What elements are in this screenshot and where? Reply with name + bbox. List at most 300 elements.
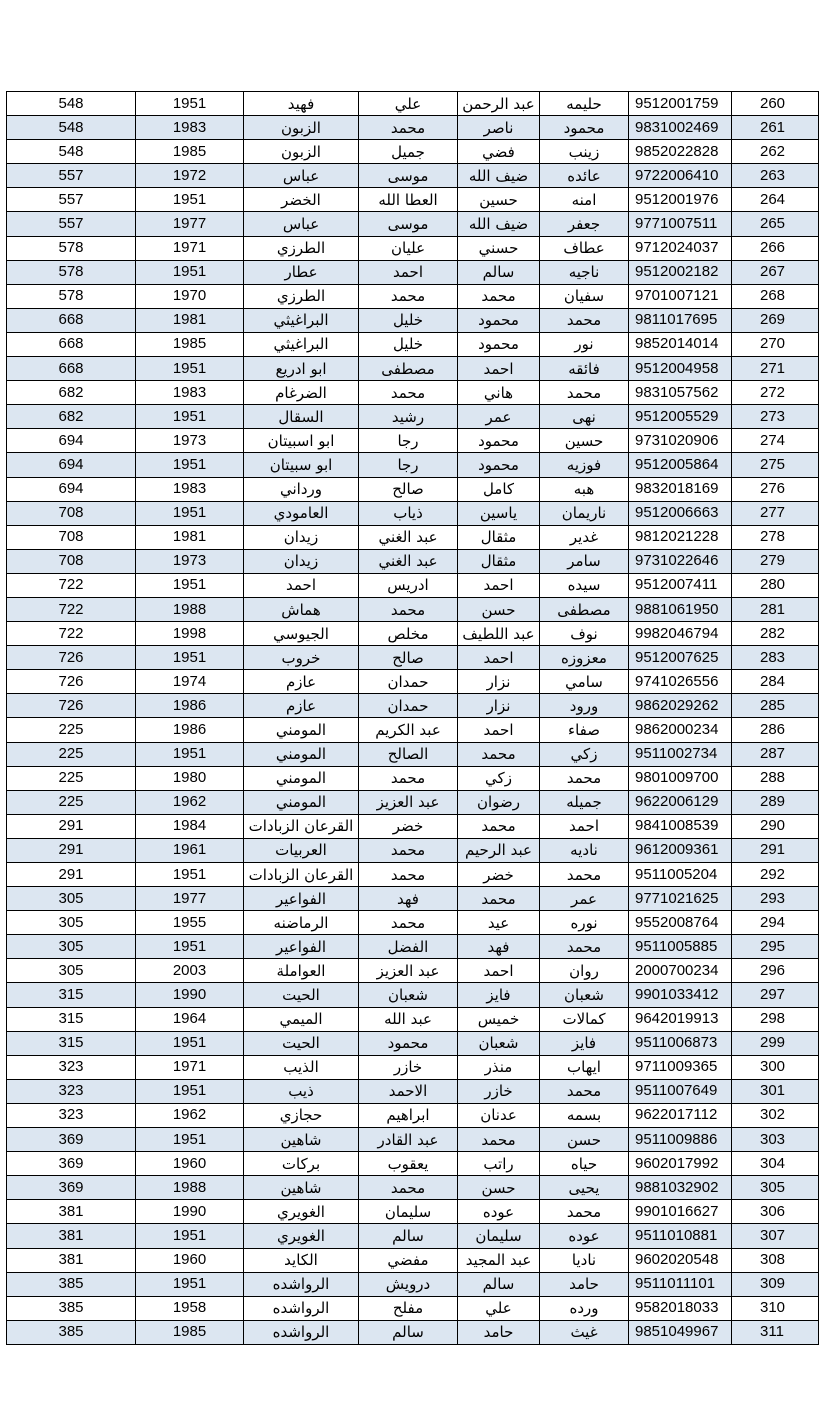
cell-grandfather-name: يعقوب <box>359 1152 458 1176</box>
cell-first-name: محمد <box>540 766 629 790</box>
cell-national-id: 9511011101 <box>629 1272 732 1296</box>
cell-code: 225 <box>7 790 136 814</box>
cell-father-name: سالم <box>458 1272 540 1296</box>
cell-code: 668 <box>7 332 136 356</box>
cell-first-name: محمود <box>540 116 629 140</box>
cell-father-name: مثقال <box>458 549 540 573</box>
cell-father-name: خميس <box>458 1007 540 1031</box>
cell-first-name: فائقه <box>540 357 629 381</box>
table-row <box>7 911 819 935</box>
cell-family-name: العربيات <box>244 838 359 862</box>
cell-code: 726 <box>7 646 136 670</box>
cell-national-id: 9862029262 <box>629 694 732 718</box>
cell-national-id: 9901033412 <box>629 983 732 1007</box>
cell-family-name: عازم <box>244 694 359 718</box>
cell-first-name: محمد <box>540 935 629 959</box>
cell-first-name: محمد <box>540 1079 629 1103</box>
cell-birth-year: 1974 <box>136 670 244 694</box>
table-row <box>7 983 819 1007</box>
cell-first-name: حسين <box>540 429 629 453</box>
cell-grandfather-name: الصالح <box>359 742 458 766</box>
cell-father-name: نزار <box>458 670 540 694</box>
cell-grandfather-name: رشيد <box>359 405 458 429</box>
cell-code: 369 <box>7 1152 136 1176</box>
table-row <box>7 1296 819 1320</box>
cell-birth-year: 1971 <box>136 236 244 260</box>
cell-row-number: 260 <box>732 92 819 116</box>
cell-grandfather-name: خليل <box>359 332 458 356</box>
cell-father-name: عبد الرحمن <box>458 92 540 116</box>
cell-row-number: 278 <box>732 525 819 549</box>
cell-birth-year: 1990 <box>136 983 244 1007</box>
cell-birth-year: 1977 <box>136 887 244 911</box>
cell-first-name: معزوزه <box>540 646 629 670</box>
table-row <box>7 501 819 525</box>
cell-birth-year: 1981 <box>136 525 244 549</box>
table-row <box>7 887 819 911</box>
cell-national-id: 9722006410 <box>629 164 732 188</box>
table-row <box>7 308 819 332</box>
cell-first-name: غدير <box>540 525 629 549</box>
cell-grandfather-name: العطا الله <box>359 188 458 212</box>
cell-birth-year: 1951 <box>136 1224 244 1248</box>
records-table <box>6 91 819 1345</box>
cell-grandfather-name: مفلح <box>359 1296 458 1320</box>
table-row <box>7 838 819 862</box>
cell-row-number: 302 <box>732 1103 819 1127</box>
cell-family-name: القرعان الزبادات <box>244 863 359 887</box>
cell-row-number: 279 <box>732 549 819 573</box>
cell-code: 315 <box>7 1007 136 1031</box>
cell-row-number: 265 <box>732 212 819 236</box>
cell-father-name: محمود <box>458 308 540 332</box>
cell-code: 548 <box>7 140 136 164</box>
cell-row-number: 289 <box>732 790 819 814</box>
cell-national-id: 9602020548 <box>629 1248 732 1272</box>
table-row <box>7 140 819 164</box>
cell-code: 323 <box>7 1103 136 1127</box>
cell-first-name: محمد <box>540 1200 629 1224</box>
cell-father-name: عدنان <box>458 1103 540 1127</box>
table-row <box>7 935 819 959</box>
cell-birth-year: 1951 <box>136 742 244 766</box>
cell-national-id: 9901016627 <box>629 1200 732 1224</box>
cell-first-name: بسمه <box>540 1103 629 1127</box>
cell-family-name: العامودي <box>244 501 359 525</box>
cell-birth-year: 1972 <box>136 164 244 188</box>
cell-father-name: محمد <box>458 284 540 308</box>
table-row <box>7 1248 819 1272</box>
cell-first-name: ورده <box>540 1296 629 1320</box>
cell-father-name: عوده <box>458 1200 540 1224</box>
cell-national-id: 9771007511 <box>629 212 732 236</box>
cell-grandfather-name: محمد <box>359 597 458 621</box>
cell-father-name: محمد <box>458 814 540 838</box>
cell-national-id: 9512004958 <box>629 357 732 381</box>
cell-grandfather-name: محمود <box>359 1031 458 1055</box>
cell-row-number: 303 <box>732 1128 819 1152</box>
cell-birth-year: 1951 <box>136 357 244 381</box>
cell-grandfather-name: محمد <box>359 838 458 862</box>
cell-row-number: 297 <box>732 983 819 1007</box>
table-row <box>7 549 819 573</box>
cell-first-name: شعبان <box>540 983 629 1007</box>
cell-national-id: 9512006663 <box>629 501 732 525</box>
cell-national-id: 9862000234 <box>629 718 732 742</box>
cell-family-name: الطرزي <box>244 284 359 308</box>
cell-father-name: محمود <box>458 332 540 356</box>
cell-national-id: 9512002182 <box>629 260 732 284</box>
cell-father-name: سليمان <box>458 1224 540 1248</box>
cell-grandfather-name: محمد <box>359 911 458 935</box>
cell-birth-year: 1960 <box>136 1152 244 1176</box>
cell-grandfather-name: موسى <box>359 212 458 236</box>
table-row <box>7 790 819 814</box>
cell-code: 548 <box>7 116 136 140</box>
cell-first-name: حسن <box>540 1128 629 1152</box>
cell-row-number: 301 <box>732 1079 819 1103</box>
cell-national-id: 9832018169 <box>629 477 732 501</box>
cell-grandfather-name: سالم <box>359 1320 458 1344</box>
cell-national-id: 9512001976 <box>629 188 732 212</box>
cell-national-id: 9511010881 <box>629 1224 732 1248</box>
cell-birth-year: 1951 <box>136 405 244 429</box>
cell-grandfather-name: علي <box>359 92 458 116</box>
cell-family-name: الحيت <box>244 1031 359 1055</box>
table-row <box>7 959 819 983</box>
cell-row-number: 286 <box>732 718 819 742</box>
table-row <box>7 116 819 140</box>
cell-first-name: كمالات <box>540 1007 629 1031</box>
cell-national-id: 9711009365 <box>629 1055 732 1079</box>
cell-national-id: 9512005864 <box>629 453 732 477</box>
cell-first-name: هبه <box>540 477 629 501</box>
cell-birth-year: 1951 <box>136 260 244 284</box>
cell-first-name: غيث <box>540 1320 629 1344</box>
cell-father-name: راتب <box>458 1152 540 1176</box>
table-row <box>7 188 819 212</box>
cell-first-name: روان <box>540 959 629 983</box>
cell-family-name: الحيت <box>244 983 359 1007</box>
cell-first-name: حياه <box>540 1152 629 1176</box>
cell-national-id: 2000700234 <box>629 959 732 983</box>
cell-national-id: 9831057562 <box>629 381 732 405</box>
cell-grandfather-name: عبد العزيز <box>359 790 458 814</box>
cell-birth-year: 1951 <box>136 573 244 597</box>
table-row <box>7 1031 819 1055</box>
cell-family-name: ذيب <box>244 1079 359 1103</box>
cell-family-name: السقال <box>244 405 359 429</box>
cell-row-number: 284 <box>732 670 819 694</box>
table-row <box>7 597 819 621</box>
cell-birth-year: 1986 <box>136 694 244 718</box>
table-row <box>7 212 819 236</box>
cell-family-name: الزبون <box>244 140 359 164</box>
table-row <box>7 694 819 718</box>
cell-family-name: عباس <box>244 164 359 188</box>
cell-family-name: المومني <box>244 766 359 790</box>
cell-code: 578 <box>7 284 136 308</box>
cell-father-name: رضوان <box>458 790 540 814</box>
cell-birth-year: 1951 <box>136 188 244 212</box>
table-row <box>7 1103 819 1127</box>
cell-first-name: سامي <box>540 670 629 694</box>
cell-code: 305 <box>7 887 136 911</box>
cell-row-number: 268 <box>732 284 819 308</box>
cell-family-name: البراغيثي <box>244 332 359 356</box>
cell-birth-year: 1986 <box>136 718 244 742</box>
table-row <box>7 814 819 838</box>
cell-code: 694 <box>7 429 136 453</box>
cell-birth-year: 1951 <box>136 863 244 887</box>
cell-family-name: حجازي <box>244 1103 359 1127</box>
table-row <box>7 646 819 670</box>
cell-first-name: ناريمان <box>540 501 629 525</box>
cell-national-id: 9731020906 <box>629 429 732 453</box>
cell-father-name: خضر <box>458 863 540 887</box>
cell-national-id: 9622006129 <box>629 790 732 814</box>
cell-code: 668 <box>7 308 136 332</box>
table-row <box>7 718 819 742</box>
cell-father-name: محمد <box>458 887 540 911</box>
cell-birth-year: 1962 <box>136 1103 244 1127</box>
cell-family-name: الرواشده <box>244 1320 359 1344</box>
table-row <box>7 1200 819 1224</box>
cell-family-name: ابو ادريع <box>244 357 359 381</box>
table-row <box>7 477 819 501</box>
cell-code: 291 <box>7 814 136 838</box>
cell-family-name: شاهين <box>244 1176 359 1200</box>
table-row <box>7 1128 819 1152</box>
cell-code: 726 <box>7 670 136 694</box>
cell-birth-year: 1951 <box>136 1031 244 1055</box>
cell-national-id: 9982046794 <box>629 622 732 646</box>
table-row <box>7 429 819 453</box>
cell-birth-year: 1977 <box>136 212 244 236</box>
cell-first-name: ناجيه <box>540 260 629 284</box>
cell-birth-year: 1961 <box>136 838 244 862</box>
cell-grandfather-name: عليان <box>359 236 458 260</box>
cell-grandfather-name: محمد <box>359 1176 458 1200</box>
cell-first-name: فايز <box>540 1031 629 1055</box>
cell-family-name: شاهين <box>244 1128 359 1152</box>
cell-first-name: احمد <box>540 814 629 838</box>
cell-family-name: المومني <box>244 790 359 814</box>
cell-family-name: الرواشده <box>244 1296 359 1320</box>
cell-row-number: 285 <box>732 694 819 718</box>
cell-national-id: 9552008764 <box>629 911 732 935</box>
cell-family-name: ابو سبيتان <box>244 453 359 477</box>
cell-row-number: 274 <box>732 429 819 453</box>
cell-code: 548 <box>7 92 136 116</box>
table-row <box>7 766 819 790</box>
table-row <box>7 622 819 646</box>
cell-row-number: 291 <box>732 838 819 862</box>
cell-row-number: 270 <box>732 332 819 356</box>
cell-grandfather-name: الاحمد <box>359 1079 458 1103</box>
cell-birth-year: 1951 <box>136 646 244 670</box>
cell-grandfather-name: مفضي <box>359 1248 458 1272</box>
cell-father-name: احمد <box>458 718 540 742</box>
cell-family-name: الذيب <box>244 1055 359 1079</box>
cell-grandfather-name: محمد <box>359 863 458 887</box>
cell-code: 385 <box>7 1272 136 1296</box>
cell-national-id: 9812021228 <box>629 525 732 549</box>
cell-first-name: جميله <box>540 790 629 814</box>
cell-birth-year: 1958 <box>136 1296 244 1320</box>
cell-family-name: الضرغام <box>244 381 359 405</box>
cell-code: 291 <box>7 863 136 887</box>
cell-family-name: الغويري <box>244 1224 359 1248</box>
cell-father-name: عبد الرحيم <box>458 838 540 862</box>
cell-grandfather-name: خازر <box>359 1055 458 1079</box>
cell-row-number: 296 <box>732 959 819 983</box>
cell-first-name: فوزيه <box>540 453 629 477</box>
cell-first-name: زينب <box>540 140 629 164</box>
cell-family-name: عباس <box>244 212 359 236</box>
cell-family-name: العواملة <box>244 959 359 983</box>
cell-father-name: هاني <box>458 381 540 405</box>
cell-birth-year: 1983 <box>136 381 244 405</box>
cell-father-name: خازر <box>458 1079 540 1103</box>
cell-code: 557 <box>7 212 136 236</box>
cell-code: 694 <box>7 453 136 477</box>
cell-first-name: حامد <box>540 1272 629 1296</box>
cell-national-id: 9881032902 <box>629 1176 732 1200</box>
cell-family-name: الخضر <box>244 188 359 212</box>
table-row <box>7 236 819 260</box>
cell-row-number: 295 <box>732 935 819 959</box>
cell-code: 682 <box>7 405 136 429</box>
table-row <box>7 573 819 597</box>
cell-birth-year: 1973 <box>136 549 244 573</box>
cell-national-id: 9511005885 <box>629 935 732 959</box>
cell-father-name: محمود <box>458 429 540 453</box>
cell-row-number: 273 <box>732 405 819 429</box>
cell-national-id: 9512007625 <box>629 646 732 670</box>
cell-grandfather-name: الفضل <box>359 935 458 959</box>
cell-row-number: 266 <box>732 236 819 260</box>
cell-national-id: 9612009361 <box>629 838 732 862</box>
cell-national-id: 9731022646 <box>629 549 732 573</box>
cell-row-number: 299 <box>732 1031 819 1055</box>
cell-family-name: البراغيثي <box>244 308 359 332</box>
cell-national-id: 9771021625 <box>629 887 732 911</box>
cell-first-name: عطاف <box>540 236 629 260</box>
cell-father-name: حسن <box>458 597 540 621</box>
cell-birth-year: 1985 <box>136 1320 244 1344</box>
cell-grandfather-name: عبد الله <box>359 1007 458 1031</box>
cell-grandfather-name: حمدان <box>359 694 458 718</box>
cell-grandfather-name: محمد <box>359 381 458 405</box>
cell-father-name: احمد <box>458 959 540 983</box>
cell-birth-year: 2003 <box>136 959 244 983</box>
cell-father-name: محمود <box>458 453 540 477</box>
cell-row-number: 264 <box>732 188 819 212</box>
cell-grandfather-name: مخلص <box>359 622 458 646</box>
cell-row-number: 300 <box>732 1055 819 1079</box>
cell-grandfather-name: درويش <box>359 1272 458 1296</box>
table-row <box>7 453 819 477</box>
table-row <box>7 742 819 766</box>
cell-grandfather-name: عبد الكريم <box>359 718 458 742</box>
cell-father-name: حسني <box>458 236 540 260</box>
cell-code: 225 <box>7 742 136 766</box>
cell-birth-year: 1983 <box>136 116 244 140</box>
cell-grandfather-name: حمدان <box>359 670 458 694</box>
cell-family-name: الفواعير <box>244 887 359 911</box>
cell-code: 381 <box>7 1248 136 1272</box>
table-row <box>7 164 819 188</box>
cell-first-name: نوف <box>540 622 629 646</box>
cell-grandfather-name: صالح <box>359 477 458 501</box>
table-row <box>7 1320 819 1344</box>
cell-code: 305 <box>7 935 136 959</box>
cell-grandfather-name: موسى <box>359 164 458 188</box>
cell-grandfather-name: سليمان <box>359 1200 458 1224</box>
records-table-body <box>7 92 819 1345</box>
table-row <box>7 405 819 429</box>
cell-family-name: فهيد <box>244 92 359 116</box>
table-row <box>7 670 819 694</box>
cell-code: 225 <box>7 718 136 742</box>
cell-grandfather-name: عبد الغني <box>359 525 458 549</box>
cell-first-name: سفيان <box>540 284 629 308</box>
cell-national-id: 9881061950 <box>629 597 732 621</box>
cell-national-id: 9511005204 <box>629 863 732 887</box>
cell-national-id: 9811017695 <box>629 308 732 332</box>
cell-row-number: 271 <box>732 357 819 381</box>
cell-first-name: سيده <box>540 573 629 597</box>
cell-national-id: 9511006873 <box>629 1031 732 1055</box>
cell-row-number: 290 <box>732 814 819 838</box>
cell-row-number: 275 <box>732 453 819 477</box>
cell-code: 381 <box>7 1200 136 1224</box>
cell-first-name: سامر <box>540 549 629 573</box>
cell-family-name: ورداني <box>244 477 359 501</box>
cell-father-name: محمد <box>458 1128 540 1152</box>
cell-code: 557 <box>7 188 136 212</box>
cell-code: 291 <box>7 838 136 862</box>
cell-code: 323 <box>7 1055 136 1079</box>
cell-national-id: 9582018033 <box>629 1296 732 1320</box>
cell-father-name: ضيف الله <box>458 164 540 188</box>
table-row <box>7 1055 819 1079</box>
table-row <box>7 1224 819 1248</box>
cell-first-name: محمد <box>540 308 629 332</box>
cell-birth-year: 1951 <box>136 1272 244 1296</box>
cell-first-name: ورود <box>540 694 629 718</box>
cell-family-name: احمد <box>244 573 359 597</box>
cell-birth-year: 1980 <box>136 766 244 790</box>
cell-row-number: 263 <box>732 164 819 188</box>
cell-national-id: 9511002734 <box>629 742 732 766</box>
cell-row-number: 269 <box>732 308 819 332</box>
cell-father-name: حامد <box>458 1320 540 1344</box>
cell-first-name: امنه <box>540 188 629 212</box>
cell-code: 385 <box>7 1296 136 1320</box>
cell-father-name: عبد المجيد <box>458 1248 540 1272</box>
cell-family-name: زيدان <box>244 549 359 573</box>
cell-row-number: 288 <box>732 766 819 790</box>
cell-code: 557 <box>7 164 136 188</box>
cell-national-id: 9852014014 <box>629 332 732 356</box>
cell-national-id: 9642019913 <box>629 1007 732 1031</box>
cell-first-name: نوره <box>540 911 629 935</box>
cell-code: 369 <box>7 1176 136 1200</box>
cell-code: 722 <box>7 597 136 621</box>
cell-birth-year: 1983 <box>136 477 244 501</box>
